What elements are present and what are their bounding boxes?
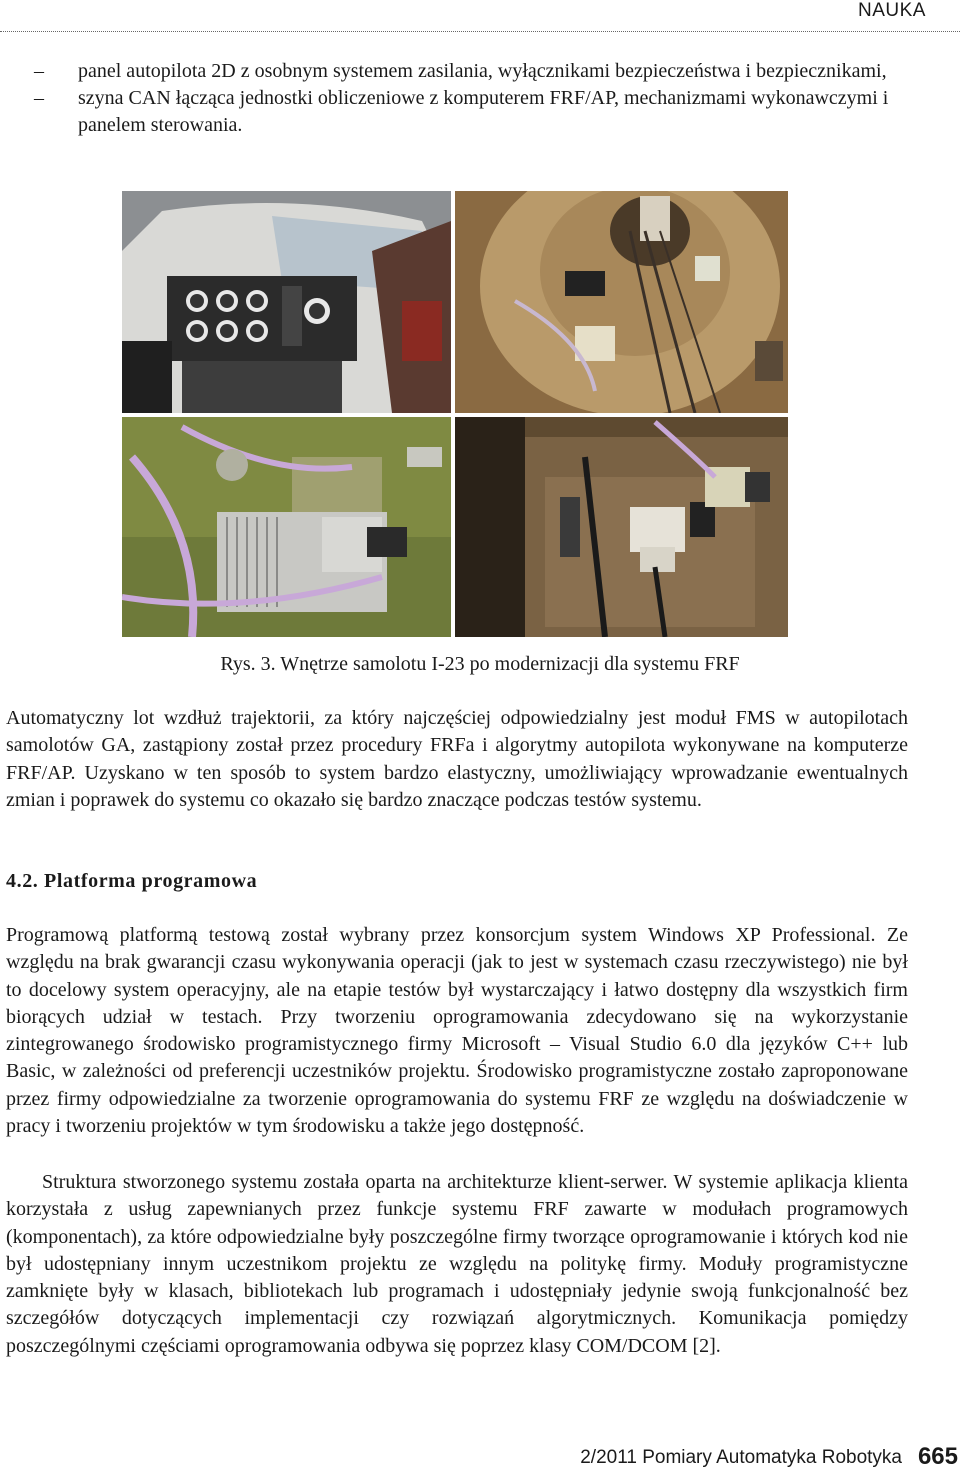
figure-photo-grid [122,191,788,637]
paragraph-fms: Automatyczny lot wzdłuż trajektorii, za który najczęściej odpowiedzialny jest moduł FMS w autopilotach samolotów GA, zastąpiony został przez procedury FRFa i algorytmy autopilota wykonywane na komputerze FRF/AP. Uzyskano w ten sposób to system bardzo elastyczny, umożliwiający wprowadzanie ewentualnych zmian i poprawek do systemu co okazało się bardzo znaczące podczas testów systemu. [6,707,908,811]
page-number: 665 [917,1443,958,1470]
bullet-dash: – [34,60,44,82]
bullet-text: szyna CAN łącząca jednostki obliczeniowe z komputerem FRF/AP, mechanizmami wykonawczymi i panelem sterowania. [78,87,889,136]
bullet-dash: – [34,87,44,109]
fuselage-tunnel-photo [455,191,788,413]
bullet-text: panel autopilota 2D z osobnym systemem zasilania, wyłącznikami bezpieczeństwa i bezpiecznikami, [78,60,887,82]
cockpit-photo [122,191,451,413]
paragraph-architecture: Struktura stworzonego systemu została oparta na architekturze klient-serwer. W systemie aplikacja klienta korzystała z usług zapewnianych przez funkcje systemu FRF zawarte w modułach programowych (komponentach), za które odpowiedzialne były poszczególne firmy tworzące oprogramowanie i których kod nie był udostępniany innym uczestnikom projektu ze względu na politykę firmy. Moduły programistyczne zamknięte były w klasach, bibliotekach lub programach i udostępniały jedynie swoją funkcjonalność bez szczegółów dotyczących implementacji czy rozwiązań algorytmicznych. Komunikacja pomiędzy poszczególnymi częściami oprogramowania odbywa się poprzez klasy COM/DCOM [2]. [6,1171,908,1357]
computer-units-photo [122,417,451,637]
paragraph-platform: Programową platformą testową został wybrany przez konsorcjum system Windows XP Professional. Ze względu na brak gwarancji czasu wykonywania operacji (jak to jest w systemach czasu rzeczywistego) nie był to docelowy system operacyjny, ale na etapie testów był wystarczający i łatwo dostępny dla wszystkich firm biorących udział w testach. Przy tworzeniu oprogramowania zdecydowano się na wykorzystanie zintegrowanego środowisko programistycznego firmy Microsoft – Visual Studio 6.0 dla języków C++ lub Basic, w zależności od preferencji uczestników projektu. Środowisko programistyczne zostało zaproponowane przez firmy odpowiedzialne za tworzenie oprogramowania do systemu FRF ze względu na doświadczenie w pracy i tworzeniu projektów w tym środowisku a także jego dostępność. [6,924,908,1138]
journal-title: 2/2011 Pomiary Automatyka Robotyka [580,1447,902,1468]
actuator-mechanism-photo [455,417,788,637]
list-item [0,85,920,139]
bullet-list [0,58,920,139]
page-footer [0,1443,960,1471]
section-tag: NAUKA [858,0,926,21]
figure-caption: Rys. 3. Wnętrze samolotu I-23 po modernizacji dla systemu FRF [220,653,740,675]
header-rule [0,31,960,33]
list-item [0,58,920,85]
section-heading: 4.2. Platforma programowa [6,870,258,892]
